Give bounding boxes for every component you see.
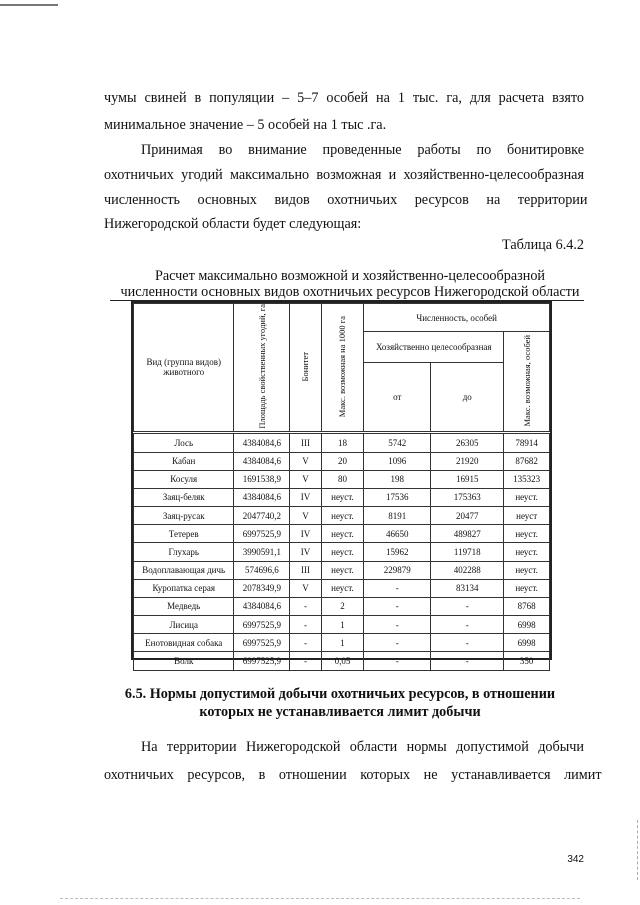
table-row bbox=[134, 579, 550, 597]
cell-species: Лось bbox=[134, 432, 234, 452]
cell-species: Медведь bbox=[134, 597, 234, 615]
cell-max: 87682 bbox=[504, 452, 550, 470]
cell-species: Кабан bbox=[134, 452, 234, 470]
cell-density: неуст. bbox=[321, 579, 364, 597]
header-econ: Хозяйственно целесообразная bbox=[364, 332, 504, 363]
cell-to: - bbox=[431, 616, 504, 634]
cell-bonitet: V bbox=[290, 579, 321, 597]
cell-area: 4384084,6 bbox=[234, 432, 290, 452]
header-bonitet: Бонитет bbox=[290, 304, 321, 433]
cell-from: 8191 bbox=[364, 507, 431, 525]
cell-area: 4384084,6 bbox=[234, 488, 290, 506]
cell-max: неуст. bbox=[504, 543, 550, 561]
cell-area: 6997525,9 bbox=[234, 616, 290, 634]
cell-to: 20477 bbox=[431, 507, 504, 525]
paragraph-3-line-2: охотничьих ресурсов, в отношении которых не устанавливается лимит bbox=[104, 767, 602, 783]
header-max-density: Макс. возможная на 1000 га bbox=[321, 304, 364, 433]
cell-bonitet: IV bbox=[290, 488, 321, 506]
cell-max: неуст. bbox=[504, 561, 550, 579]
cell-to: 175363 bbox=[431, 488, 504, 506]
cell-from: - bbox=[364, 616, 431, 634]
cell-from: 1096 bbox=[364, 452, 431, 470]
cell-density: 1 bbox=[321, 616, 364, 634]
cell-to: 402288 bbox=[431, 561, 504, 579]
cell-bonitet: III bbox=[290, 432, 321, 452]
paragraph-1-line-1: чумы свиней в популяции – 5–7 особей на 1 тыс. га, для расчета взято bbox=[104, 90, 584, 106]
cell-species: Тетерев bbox=[134, 525, 234, 543]
cell-bonitet: III bbox=[290, 561, 321, 579]
table-row bbox=[134, 597, 550, 615]
cell-area: 2078349,9 bbox=[234, 579, 290, 597]
cell-area: 574696,6 bbox=[234, 561, 290, 579]
page-number: 342 bbox=[567, 854, 584, 865]
table-caption-line-2: численности основных видов охотничьих ресурсов Нижегородской области bbox=[120, 284, 580, 300]
cell-max: 6998 bbox=[504, 634, 550, 652]
table-row bbox=[134, 432, 550, 452]
cell-from: - bbox=[364, 634, 431, 652]
cell-density: 80 bbox=[321, 470, 364, 488]
cell-bonitet: V bbox=[290, 470, 321, 488]
cell-to: 26305 bbox=[431, 432, 504, 452]
paragraph-2-line-2: охотничьих угодий максимально возможная и хозяйственно-целесообразная bbox=[104, 167, 584, 183]
section-heading-line-2: которых не устанавливается лимит добычи bbox=[199, 704, 481, 720]
cell-to: - bbox=[431, 597, 504, 615]
cell-to: - bbox=[431, 652, 504, 670]
table-row bbox=[134, 525, 550, 543]
table-number: Таблица 6.4.2 bbox=[502, 237, 584, 253]
cell-density: 1 bbox=[321, 634, 364, 652]
cell-density: неуст. bbox=[321, 507, 364, 525]
cell-area: 2047740,2 bbox=[234, 507, 290, 525]
header-to: до bbox=[431, 363, 504, 432]
cell-area: 4384084,6 bbox=[234, 452, 290, 470]
cell-bonitet: - bbox=[290, 616, 321, 634]
header-from: от bbox=[364, 363, 431, 432]
cell-area: 1691538,9 bbox=[234, 470, 290, 488]
cell-density: 18 bbox=[321, 432, 364, 452]
cell-area: 6997525,9 bbox=[234, 525, 290, 543]
cell-density: 2 bbox=[321, 597, 364, 615]
cell-bonitet: IV bbox=[290, 543, 321, 561]
cell-from: 17536 bbox=[364, 488, 431, 506]
cell-to: 489827 bbox=[431, 525, 504, 543]
table-row bbox=[134, 561, 550, 579]
cell-max: 350 bbox=[504, 652, 550, 670]
cell-max: неуст bbox=[504, 507, 550, 525]
cell-species: Глухарь bbox=[134, 543, 234, 561]
cell-max: 135323 bbox=[504, 470, 550, 488]
cell-area: 4384084,6 bbox=[234, 597, 290, 615]
cell-bonitet: - bbox=[290, 652, 321, 670]
cell-from: - bbox=[364, 652, 431, 670]
paragraph-3-line-1: На территории Нижегородской области нормы допустимой добычи bbox=[141, 739, 584, 755]
cell-from: 5742 bbox=[364, 432, 431, 452]
scan-margin-mark bbox=[636, 820, 638, 880]
table-row bbox=[134, 470, 550, 488]
cell-max: 8768 bbox=[504, 597, 550, 615]
cell-species: Косуля bbox=[134, 470, 234, 488]
cell-species: Заяц-беляк bbox=[134, 488, 234, 506]
paragraph-2-line-1: Принимая во внимание проведенные работы по бонитировке bbox=[141, 142, 584, 158]
cell-from: 46650 bbox=[364, 525, 431, 543]
population-table bbox=[131, 301, 552, 667]
cell-area: 6997525,9 bbox=[234, 634, 290, 652]
cell-max: неуст. bbox=[504, 579, 550, 597]
cell-bonitet: V bbox=[290, 507, 321, 525]
cell-density: неуст. bbox=[321, 543, 364, 561]
cell-max: 6998 bbox=[504, 616, 550, 634]
table-row bbox=[134, 616, 550, 634]
header-population: Численность, особей bbox=[364, 304, 550, 332]
cell-max: 78914 bbox=[504, 432, 550, 452]
header-species: Вид (группа видов) животного bbox=[134, 304, 234, 433]
paragraph-2-line-4: Нижегородской области будет следующая: bbox=[104, 216, 362, 232]
cell-area: 3990591,1 bbox=[234, 543, 290, 561]
scan-edge-mark bbox=[0, 4, 58, 6]
paragraph-1-line-2: минимальное значение – 5 особей на 1 тыс .га. bbox=[104, 117, 387, 133]
cell-from: 229879 bbox=[364, 561, 431, 579]
cell-from: - bbox=[364, 579, 431, 597]
cell-to: 21920 bbox=[431, 452, 504, 470]
cell-species: Енотовидная собака bbox=[134, 634, 234, 652]
cell-to: 119718 bbox=[431, 543, 504, 561]
header-area: Площадь свойственных угодий, га bbox=[234, 304, 290, 433]
cell-density: неуст. bbox=[321, 525, 364, 543]
cell-to: 83134 bbox=[431, 579, 504, 597]
cell-density: неуст. bbox=[321, 561, 364, 579]
cell-area: 6997525,9 bbox=[234, 652, 290, 670]
cell-from: 198 bbox=[364, 470, 431, 488]
cell-species: Куропатка серая bbox=[134, 579, 234, 597]
cell-to: - bbox=[431, 634, 504, 652]
section-heading-line-1: 6.5. Нормы допустимой добычи охотничьих ресурсов, в отношении bbox=[124, 686, 556, 702]
cell-bonitet: - bbox=[290, 597, 321, 615]
cell-max: неуст. bbox=[504, 525, 550, 543]
cell-density: 0,05 bbox=[321, 652, 364, 670]
table-row bbox=[134, 634, 550, 652]
cell-density: неуст. bbox=[321, 488, 364, 506]
table-row bbox=[134, 488, 550, 506]
table-row bbox=[134, 652, 550, 670]
cell-to: 16915 bbox=[431, 470, 504, 488]
cell-bonitet: - bbox=[290, 634, 321, 652]
cell-species: Заяц-русак bbox=[134, 507, 234, 525]
cell-from: - bbox=[364, 597, 431, 615]
cell-max: неуст. bbox=[504, 488, 550, 506]
cell-from: 15962 bbox=[364, 543, 431, 561]
table-caption-line-1: Расчет максимально возможной и хозяйственно-целесообразной bbox=[154, 268, 546, 284]
cell-density: 20 bbox=[321, 452, 364, 470]
cell-species: Волк bbox=[134, 652, 234, 670]
table-row bbox=[134, 543, 550, 561]
paragraph-2-line-3: численность основных видов охотничьих ресурсов на территории bbox=[104, 192, 588, 208]
cell-species: Лисица bbox=[134, 616, 234, 634]
table-row bbox=[134, 452, 550, 470]
cell-species: Водоплавающая дичь bbox=[134, 561, 234, 579]
table-row bbox=[134, 507, 550, 525]
header-max-possible: Макс. возможная, особей bbox=[504, 332, 550, 433]
cell-bonitet: IV bbox=[290, 525, 321, 543]
scan-bottom-mark bbox=[60, 897, 580, 899]
cell-bonitet: V bbox=[290, 452, 321, 470]
